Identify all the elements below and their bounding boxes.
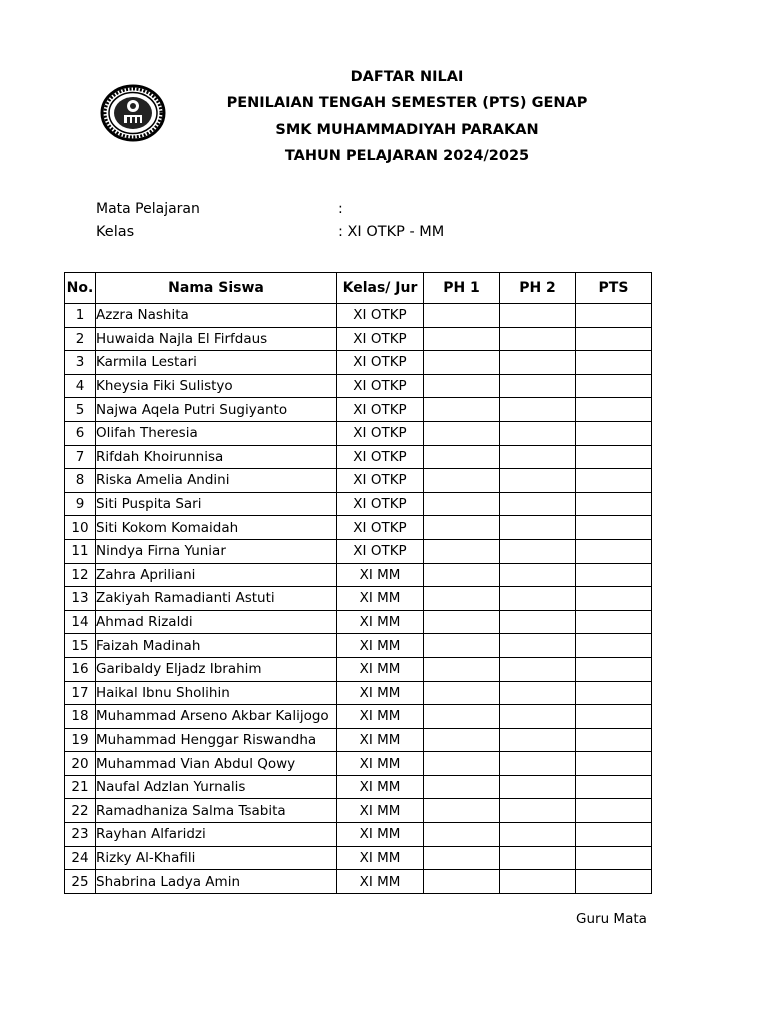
cell-class: XI OTKP [337, 516, 424, 540]
cell-no: 21 [65, 775, 96, 799]
cell-name: Nindya Firna Yuniar [96, 539, 337, 563]
document-title: DAFTAR NILAI [350, 69, 464, 85]
cell-class: XI MM [337, 870, 424, 894]
cell-no: 6 [65, 421, 96, 445]
cell-no: 22 [65, 799, 96, 823]
cell-name: Naufal Adzlan Yurnalis [96, 775, 337, 799]
cell-ph1[interactable] [424, 728, 500, 752]
table-row [65, 327, 652, 351]
cell-name: Zakiyah Ramadianti Astuti [96, 587, 337, 611]
cell-name: Karmila Lestari [96, 351, 337, 375]
cell-pts[interactable] [576, 610, 652, 634]
cell-ph1[interactable] [424, 492, 500, 516]
table-row [65, 752, 652, 776]
cell-class: XI OTKP [337, 421, 424, 445]
cell-no: 9 [65, 492, 96, 516]
cell-class: XI OTKP [337, 327, 424, 351]
cell-class: XI MM [337, 799, 424, 823]
cell-no: 20 [65, 752, 96, 776]
cell-no: 23 [65, 823, 96, 847]
cell-pts[interactable] [576, 823, 652, 847]
cell-pts[interactable] [576, 846, 652, 870]
cell-pts[interactable] [576, 539, 652, 563]
cell-class: XI MM [337, 775, 424, 799]
cell-class: XI MM [337, 610, 424, 634]
cell-name: Olifah Theresia [96, 421, 337, 445]
cell-class: XI MM [337, 823, 424, 847]
cell-pts[interactable] [576, 775, 652, 799]
header-nama-siswa: Nama Siswa [96, 273, 337, 304]
table-row [65, 492, 652, 516]
cell-pts[interactable] [576, 634, 652, 658]
cell-name: Muhammad Henggar Riswandha [96, 728, 337, 752]
cell-ph2[interactable] [500, 539, 576, 563]
cell-name: Kheysia Fiki Sulistyo [96, 374, 337, 398]
class-label: Kelas [96, 224, 135, 240]
cell-class: XI MM [337, 634, 424, 658]
cell-ph1[interactable] [424, 657, 500, 681]
cell-ph1[interactable] [424, 445, 500, 469]
table-row [65, 563, 652, 587]
cell-pts[interactable] [576, 374, 652, 398]
cell-name: Rayhan Alfaridzi [96, 823, 337, 847]
cell-name: Zahra Apriliani [96, 563, 337, 587]
cell-ph1[interactable] [424, 351, 500, 375]
cell-pts[interactable] [576, 705, 652, 729]
cell-no: 1 [65, 304, 96, 328]
cell-class: XI MM [337, 846, 424, 870]
cell-ph2[interactable] [500, 728, 576, 752]
cell-ph2[interactable] [500, 351, 576, 375]
cell-name: Riska Amelia Andini [96, 469, 337, 493]
table-row [65, 657, 652, 681]
cell-class: XI MM [337, 752, 424, 776]
table-body [65, 304, 652, 894]
cell-ph1[interactable] [424, 799, 500, 823]
cell-name: Siti Puspita Sari [96, 492, 337, 516]
cell-name: Muhammad Vian Abdul Qowy [96, 752, 337, 776]
cell-pts[interactable] [576, 327, 652, 351]
cell-class: XI MM [337, 587, 424, 611]
cell-no: 15 [65, 634, 96, 658]
cell-ph1[interactable] [424, 634, 500, 658]
cell-ph1[interactable] [424, 327, 500, 351]
table-row [65, 775, 652, 799]
table-row [65, 870, 652, 894]
cell-name: Garibaldy Eljadz Ibrahim [96, 657, 337, 681]
cell-no: 25 [65, 870, 96, 894]
table-row [65, 634, 652, 658]
cell-ph2[interactable] [500, 870, 576, 894]
exam-title: PENILAIAN TENGAH SEMESTER (PTS) GENAP [226, 95, 588, 111]
cell-ph2[interactable] [500, 492, 576, 516]
cell-no: 8 [65, 469, 96, 493]
cell-no: 5 [65, 398, 96, 422]
cell-class: XI OTKP [337, 492, 424, 516]
cell-pts[interactable] [576, 681, 652, 705]
cell-ph2[interactable] [500, 775, 576, 799]
cell-ph2[interactable] [500, 327, 576, 351]
cell-pts[interactable] [576, 657, 652, 681]
cell-pts[interactable] [576, 351, 652, 375]
signature-label: Guru Mata [576, 911, 647, 927]
cell-ph2[interactable] [500, 846, 576, 870]
cell-name: Azzra Nashita [96, 304, 337, 328]
table-row [65, 823, 652, 847]
header-pts: PTS [576, 273, 652, 304]
cell-pts[interactable] [576, 492, 652, 516]
cell-ph1[interactable] [424, 846, 500, 870]
table-row [65, 516, 652, 540]
table-row [65, 445, 652, 469]
table-row [65, 421, 652, 445]
cell-class: XI MM [337, 681, 424, 705]
cell-name: Rifdah Khoirunnisa [96, 445, 337, 469]
grades-table [64, 272, 652, 894]
cell-ph1[interactable] [424, 539, 500, 563]
cell-no: 24 [65, 846, 96, 870]
cell-no: 3 [65, 351, 96, 375]
cell-name: Siti Kokom Komaidah [96, 516, 337, 540]
cell-ph2[interactable] [500, 374, 576, 398]
class-value: : XI OTKP - MM [338, 224, 445, 240]
cell-ph1[interactable] [424, 374, 500, 398]
cell-no: 4 [65, 374, 96, 398]
table-row [65, 705, 652, 729]
table-row [65, 304, 652, 328]
cell-ph2[interactable] [500, 823, 576, 847]
cell-ph1[interactable] [424, 870, 500, 894]
table-row [65, 469, 652, 493]
cell-class: XI OTKP [337, 539, 424, 563]
cell-ph2[interactable] [500, 705, 576, 729]
school-name: SMK MUHAMMADIYAH PARAKAN [275, 122, 539, 138]
cell-name: Najwa Aqela Putri Sugiyanto [96, 398, 337, 422]
cell-no: 19 [65, 728, 96, 752]
header-kelas-jur: Kelas/ Jur [337, 273, 424, 304]
cell-no: 12 [65, 563, 96, 587]
cell-ph1[interactable] [424, 516, 500, 540]
header-no: No. [65, 273, 96, 304]
cell-class: XI OTKP [337, 398, 424, 422]
cell-class: XI MM [337, 657, 424, 681]
cell-class: XI MM [337, 728, 424, 752]
cell-pts[interactable] [576, 870, 652, 894]
cell-ph1[interactable] [424, 775, 500, 799]
cell-pts[interactable] [576, 752, 652, 776]
cell-ph2[interactable] [500, 304, 576, 328]
table-row [65, 374, 652, 398]
cell-class: XI OTKP [337, 304, 424, 328]
cell-name: Haikal Ibnu Sholihin [96, 681, 337, 705]
cell-ph1[interactable] [424, 705, 500, 729]
subject-value: : [338, 201, 343, 217]
cell-name: Ahmad Rizaldi [96, 610, 337, 634]
table-row [65, 799, 652, 823]
cell-ph1[interactable] [424, 823, 500, 847]
cell-ph1[interactable] [424, 304, 500, 328]
cell-ph2[interactable] [500, 657, 576, 681]
header-ph1: PH 1 [424, 273, 500, 304]
table-row [65, 587, 652, 611]
cell-no: 14 [65, 610, 96, 634]
cell-ph1[interactable] [424, 421, 500, 445]
cell-ph2[interactable] [500, 469, 576, 493]
cell-ph2[interactable] [500, 610, 576, 634]
table-row [65, 681, 652, 705]
cell-class: XI OTKP [337, 469, 424, 493]
cell-pts[interactable] [576, 445, 652, 469]
cell-ph2[interactable] [500, 681, 576, 705]
table-row [65, 539, 652, 563]
cell-name: Ramadhaniza Salma Tsabita [96, 799, 337, 823]
cell-name: Rizky Al-Khafili [96, 846, 337, 870]
header-ph2: PH 2 [500, 273, 576, 304]
cell-no: 10 [65, 516, 96, 540]
cell-name: Faizah Madinah [96, 634, 337, 658]
cell-ph1[interactable] [424, 398, 500, 422]
cell-ph1[interactable] [424, 752, 500, 776]
cell-ph2[interactable] [500, 563, 576, 587]
cell-ph1[interactable] [424, 681, 500, 705]
cell-name: Shabrina Ladya Amin [96, 870, 337, 894]
cell-no: 18 [65, 705, 96, 729]
cell-pts[interactable] [576, 799, 652, 823]
academic-year: TAHUN PELAJARAN 2024/2025 [284, 148, 530, 164]
cell-ph2[interactable] [500, 587, 576, 611]
table-row [65, 846, 652, 870]
cell-no: 16 [65, 657, 96, 681]
cell-ph1[interactable] [424, 610, 500, 634]
cell-class: XI OTKP [337, 374, 424, 398]
cell-ph2[interactable] [500, 421, 576, 445]
cell-no: 7 [65, 445, 96, 469]
cell-pts[interactable] [576, 728, 652, 752]
cell-pts[interactable] [576, 563, 652, 587]
cell-name: Muhammad Arseno Akbar Kalijogo [96, 705, 337, 729]
cell-ph1[interactable] [424, 587, 500, 611]
subject-label: Mata Pelajaran [96, 201, 200, 217]
cell-pts[interactable] [576, 469, 652, 493]
cell-pts[interactable] [576, 304, 652, 328]
table-row [65, 610, 652, 634]
cell-ph2[interactable] [500, 799, 576, 823]
cell-no: 11 [65, 539, 96, 563]
cell-pts[interactable] [576, 587, 652, 611]
cell-class: XI OTKP [337, 445, 424, 469]
cell-pts[interactable] [576, 421, 652, 445]
cell-ph2[interactable] [500, 752, 576, 776]
table-row [65, 728, 652, 752]
cell-no: 13 [65, 587, 96, 611]
cell-ph2[interactable] [500, 445, 576, 469]
cell-ph1[interactable] [424, 563, 500, 587]
cell-ph2[interactable] [500, 398, 576, 422]
cell-pts[interactable] [576, 516, 652, 540]
table-header-row [65, 273, 652, 304]
cell-no: 2 [65, 327, 96, 351]
cell-ph1[interactable] [424, 469, 500, 493]
cell-ph2[interactable] [500, 634, 576, 658]
cell-name: Huwaida Najla El Firfdaus [96, 327, 337, 351]
cell-class: XI OTKP [337, 351, 424, 375]
table-row [65, 398, 652, 422]
cell-class: XI MM [337, 705, 424, 729]
table-row [65, 351, 652, 375]
cell-pts[interactable] [576, 398, 652, 422]
cell-no: 17 [65, 681, 96, 705]
cell-ph2[interactable] [500, 516, 576, 540]
cell-class: XI MM [337, 563, 424, 587]
